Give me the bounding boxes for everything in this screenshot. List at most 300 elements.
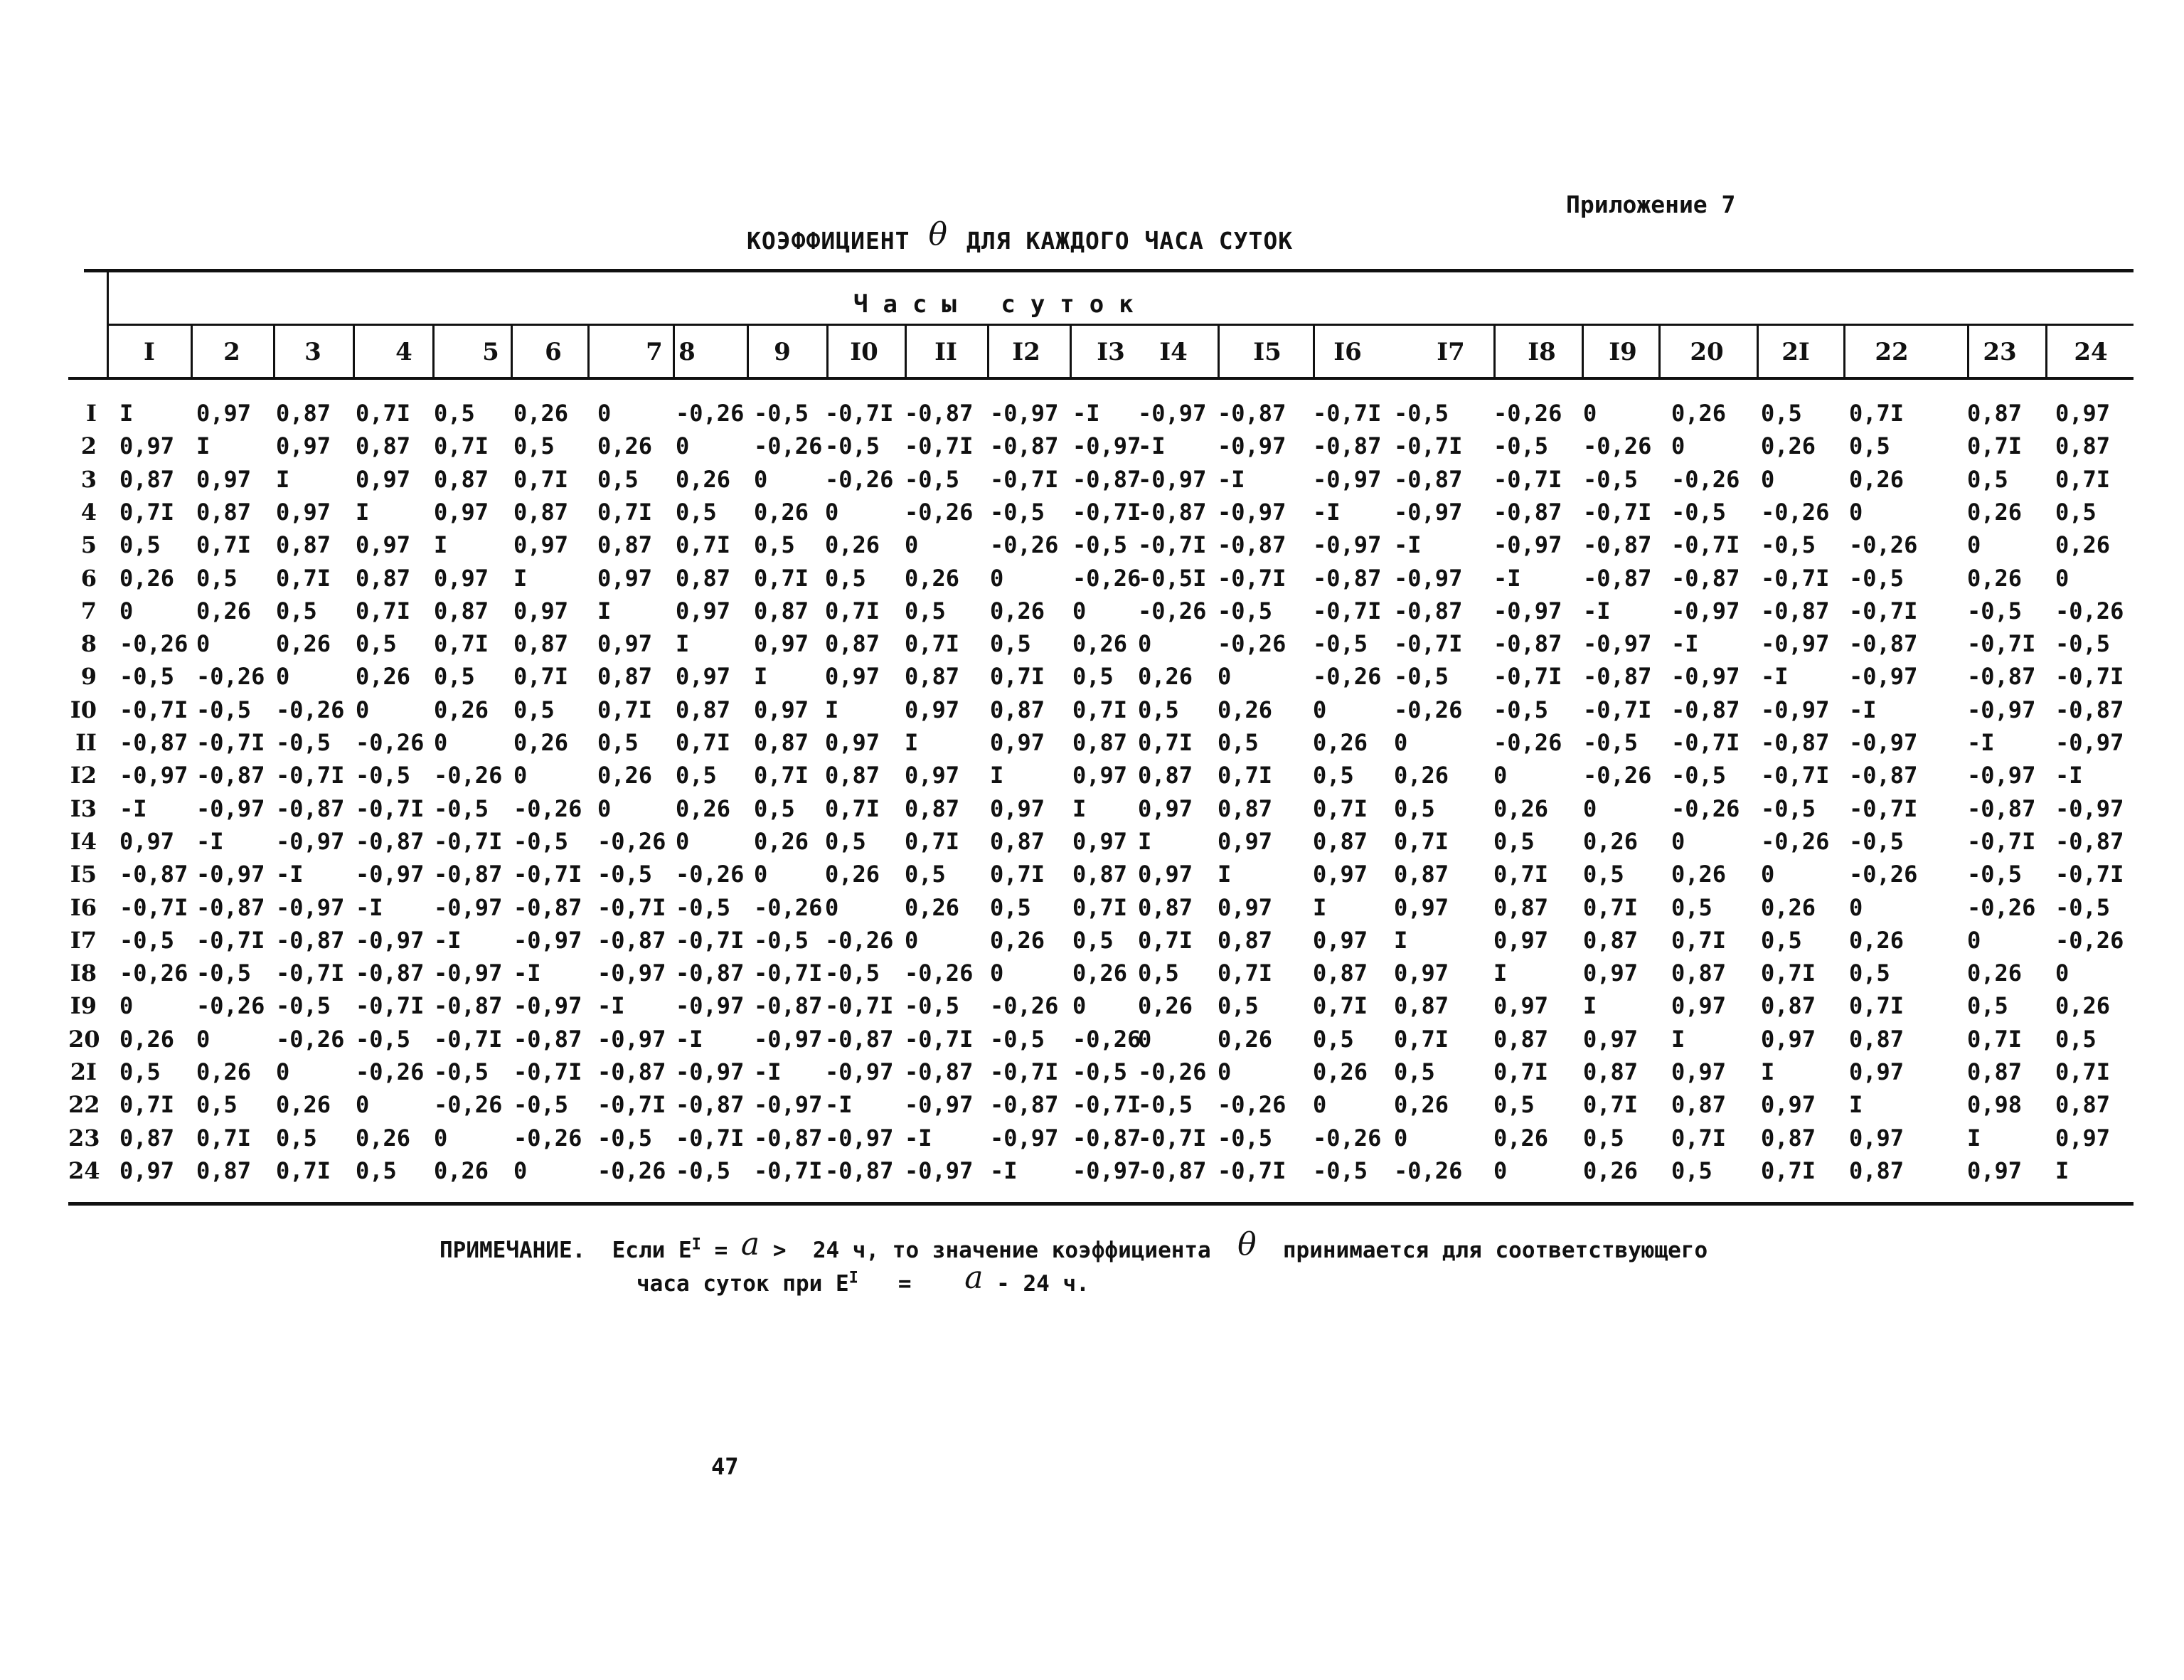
- table-cell: 0,87: [1583, 1058, 1639, 1085]
- column-header: I6: [1333, 338, 1362, 366]
- table-cell: -0,26: [1761, 827, 1830, 855]
- note-hours: 24 ч, то значение коэффициента: [812, 1238, 1211, 1263]
- table-cell: 0,26: [825, 861, 880, 888]
- table-cell: 0,5: [1583, 1124, 1624, 1152]
- table-cell: -0,26: [434, 1091, 503, 1119]
- table-cell: 0,26: [1967, 564, 2023, 592]
- table-cell: 0,87: [1671, 1091, 1727, 1119]
- table-cell: -I: [1218, 465, 1245, 493]
- column-header: I2: [1012, 338, 1040, 366]
- column-divider: [432, 326, 435, 377]
- table-cell: 0,87: [905, 794, 960, 822]
- table-cell: 0,5: [1394, 794, 1435, 822]
- table-cell: 0,5: [905, 861, 946, 888]
- table-cell: 0: [676, 827, 690, 855]
- table-cell: -0,7I: [905, 1025, 974, 1053]
- column-divider: [905, 326, 907, 377]
- row-label: 24: [68, 1157, 100, 1184]
- table-cell: -0,5: [1394, 663, 1449, 691]
- column-divider: [1658, 326, 1661, 377]
- table-cell: -0,87: [1671, 696, 1740, 723]
- table-cell: 0,97: [990, 794, 1045, 822]
- table-cell: 0,5: [1671, 1157, 1712, 1184]
- note-label: ПРИМЕЧАНИЕ.: [440, 1238, 586, 1263]
- table-cell: 0,26: [1218, 696, 1273, 723]
- table-cell: -0,97: [2055, 794, 2124, 822]
- column-divider: [191, 326, 193, 377]
- note-e-sup: I: [691, 1235, 701, 1254]
- table-cell: I: [119, 400, 134, 427]
- table-cell: 0,5: [905, 597, 946, 624]
- table-cell: -0,7I: [1394, 432, 1463, 460]
- table-cell: -0,97: [1967, 762, 2036, 790]
- table-cell: -0,97: [990, 1124, 1059, 1152]
- table-cell: 0,97: [754, 696, 809, 723]
- table-cell: I: [196, 432, 211, 460]
- table-cell: -0,26: [196, 992, 265, 1020]
- table-cell: -0,7I: [119, 696, 188, 723]
- table-cell: -0,5: [513, 1091, 569, 1119]
- table-cell: 0,26: [990, 597, 1045, 624]
- table-cell: 0,5: [1394, 1058, 1435, 1085]
- table-cell: 0: [2055, 959, 2070, 987]
- table-cell: -0,5: [1138, 1091, 1193, 1119]
- table-cell: 0,97: [513, 597, 569, 624]
- table-cell: -I: [1138, 432, 1166, 460]
- table-cell: -0,7I: [276, 959, 345, 987]
- table-cell: 0,97: [825, 729, 880, 756]
- table-cell: 0,5: [1583, 861, 1624, 888]
- table-cell: 0,26: [356, 663, 411, 691]
- table-cell: -0,26: [1671, 794, 1740, 822]
- table-cell: -0,87: [905, 400, 974, 427]
- table-cell: 0: [1218, 663, 1232, 691]
- column-header: I5: [1253, 338, 1282, 366]
- table-cell: 0,26: [1493, 794, 1549, 822]
- table-cell: -0,5: [1313, 1157, 1368, 1184]
- row-label: 4: [80, 498, 97, 526]
- table-cell: -0,26: [905, 959, 974, 987]
- table-cell: 0,7I: [196, 1124, 252, 1152]
- table-cell: -0,87: [1583, 564, 1652, 592]
- table-cell: 0,26: [1671, 861, 1727, 888]
- table-cell: -0,26: [513, 794, 582, 822]
- table-cell: -0,87: [1138, 1157, 1207, 1184]
- table-cell: I: [1583, 992, 1597, 1020]
- table-cell: -0,97: [1138, 465, 1207, 493]
- table-cell: -0,7I: [990, 1058, 1059, 1085]
- table-cell: -0,5: [597, 861, 653, 888]
- table-cell: -0,5: [905, 465, 960, 493]
- table-cell: 0,97: [1313, 926, 1368, 954]
- table-cell: -0,87: [356, 959, 425, 987]
- table-cell: -0,26: [1967, 893, 2036, 921]
- table-cell: 0,5: [434, 663, 475, 691]
- table-cell: -0,97: [1218, 432, 1287, 460]
- column-divider: [1218, 326, 1220, 377]
- table-cell: -0,87: [119, 861, 188, 888]
- table-cell: -0,87: [1849, 762, 1918, 790]
- row-label: 23: [68, 1124, 100, 1152]
- table-cell: -0,5: [276, 729, 331, 756]
- table-cell: 0: [597, 400, 612, 427]
- table-cell: -0,5: [1967, 597, 2023, 624]
- table-cell: 0: [905, 531, 919, 559]
- table-cell: -0,97: [990, 400, 1059, 427]
- table-cell: 0,97: [119, 432, 175, 460]
- table-cell: -0,5: [676, 893, 731, 921]
- table-cell: 0: [1138, 630, 1152, 658]
- table-cell: 0,87: [990, 696, 1045, 723]
- table-cell: -0,7I: [597, 1091, 666, 1119]
- table-cell: 0,26: [1394, 1091, 1449, 1119]
- table-cell: -0,7I: [676, 926, 745, 954]
- table-cell: -0,7I: [1967, 630, 2036, 658]
- table-cell: 0,97: [1849, 1058, 1905, 1085]
- table-cell: I: [513, 564, 528, 592]
- table-cell: -0,5: [356, 762, 411, 790]
- table-cell: -0,7I: [356, 992, 425, 1020]
- table-cell: -0,7I: [825, 400, 894, 427]
- table-cell: -I: [1313, 498, 1341, 526]
- table-cell: 0,26: [513, 729, 569, 756]
- row-label: I2: [70, 762, 97, 790]
- table-cell: 0,87: [1849, 1157, 1905, 1184]
- table-cell: -0,7I: [1761, 564, 1830, 592]
- table-cell: 0,98: [1967, 1091, 2023, 1119]
- table-cell: 0,26: [276, 1091, 331, 1119]
- column-header: 2: [223, 338, 240, 366]
- table-cell: 0,87: [1583, 926, 1639, 954]
- table-cell: -0,5: [1394, 400, 1449, 427]
- table-top-rule: [84, 269, 2134, 272]
- table-cell: 0,26: [676, 794, 731, 822]
- table-cell: -0,97: [356, 926, 425, 954]
- table-cell: 0,26: [356, 1124, 411, 1152]
- table-cell: 0,97: [1493, 992, 1549, 1020]
- table-cell: -0,26: [196, 663, 265, 691]
- table-cell: 0,97: [1583, 959, 1639, 987]
- table-cell: -0,26: [825, 465, 894, 493]
- table-cell: -0,26: [1849, 861, 1918, 888]
- table-cell: -0,5: [1218, 597, 1273, 624]
- table-cell: 0,26: [2055, 992, 2111, 1020]
- table-cell: 0,87: [119, 465, 175, 493]
- table-cell: 0: [196, 630, 211, 658]
- table-cell: 0,7I: [1493, 861, 1549, 888]
- table-cell: 0,7I: [2055, 1058, 2111, 1085]
- table-cell: -0,97: [1967, 696, 2036, 723]
- column-header: 23: [1983, 338, 2017, 366]
- table-cell: -0,26: [597, 1157, 666, 1184]
- table-cell: 0,26: [1493, 1124, 1549, 1152]
- table-cell: 0,87: [1849, 1025, 1905, 1053]
- column-header: 5: [482, 338, 499, 366]
- table-cell: -0,87: [1583, 663, 1652, 691]
- table-cell: -0,87: [1138, 498, 1207, 526]
- column-header: 20: [1690, 338, 1724, 366]
- column-header: 8: [678, 338, 696, 366]
- table-cell: -0,97: [1394, 498, 1463, 526]
- table-cell: -0,97: [754, 1091, 823, 1119]
- table-cell: -0,87: [513, 893, 582, 921]
- table-cell: -0,97: [754, 1025, 823, 1053]
- table-cell: -0,87: [825, 1157, 894, 1184]
- table-cell: -0,7I: [1493, 663, 1562, 691]
- table-cell: -0,5: [2055, 630, 2111, 658]
- table-cell: -0,97: [1394, 564, 1463, 592]
- table-cell: -0,87: [119, 729, 188, 756]
- table-cell: 0,7I: [905, 827, 960, 855]
- table-cell: -0,26: [1313, 663, 1382, 691]
- table-cell: 0,97: [276, 498, 331, 526]
- table-cell: -0,97: [196, 794, 265, 822]
- table-cell: -0,26: [1493, 729, 1562, 756]
- table-cell: -0,26: [825, 926, 894, 954]
- table-cell: I: [276, 465, 290, 493]
- table-cell: 0,7I: [754, 564, 809, 592]
- table-cell: -0,87: [513, 1025, 582, 1053]
- table-cell: -0,87: [676, 959, 745, 987]
- row-label: 5: [80, 531, 97, 559]
- table-cell: 0,26: [1072, 959, 1128, 987]
- table-cell: 0,26: [1313, 1058, 1368, 1085]
- title-right: ДЛЯ КАЖДОГО ЧАСА СУТОК: [966, 227, 1294, 255]
- table-cell: -0,5: [513, 827, 569, 855]
- row-label: I5: [70, 861, 97, 888]
- table-cell: -0,97: [1493, 597, 1562, 624]
- title-left: КОЭФФИЦИЕНТ: [747, 227, 910, 255]
- column-header: I0: [850, 338, 878, 366]
- table-cell: -0,26: [1313, 1124, 1382, 1152]
- table-cell: -0,7I: [1072, 1091, 1141, 1119]
- table-cell: 0,97: [513, 531, 569, 559]
- table-cell: -0,87: [1493, 630, 1562, 658]
- table-cell: 0,7I: [513, 663, 569, 691]
- table-cell: 0: [119, 597, 134, 624]
- table-cell: -I: [356, 893, 383, 921]
- table-cell: 0,97: [1671, 992, 1727, 1020]
- table-cell: -0,26: [434, 762, 503, 790]
- table-cell: I: [1761, 1058, 1775, 1085]
- table-cell: -0,7I: [1218, 1157, 1287, 1184]
- row-label: 20: [68, 1025, 100, 1053]
- table-cell: 0,97: [1394, 959, 1449, 987]
- column-header: 24: [2074, 338, 2108, 366]
- note-a-symbol: a: [740, 1226, 760, 1262]
- table-cell: 0,97: [119, 827, 175, 855]
- table-cell: 0,97: [2055, 400, 2111, 427]
- table-cell: 0,7I: [676, 531, 731, 559]
- table-cell: 0,7I: [597, 696, 653, 723]
- table-cell: -0,87: [434, 861, 503, 888]
- table-cell: 0,5: [513, 696, 555, 723]
- table-cell: 0: [1493, 762, 1508, 790]
- table-cell: I: [825, 696, 839, 723]
- table-cell: -0,26: [2055, 926, 2124, 954]
- table-cell: -0,87: [2055, 696, 2124, 723]
- table-cell: 0,97: [754, 630, 809, 658]
- table-cell: 0,7I: [1072, 893, 1128, 921]
- table-cell: 0,26: [196, 1058, 252, 1085]
- table-cell: -0,87: [1761, 729, 1830, 756]
- table-cell: -0,7I: [676, 1124, 745, 1152]
- table-cell: 0,5: [1218, 992, 1259, 1020]
- table-cell: I: [1218, 861, 1232, 888]
- table-cell: 0,26: [676, 465, 731, 493]
- table-cell: 0,87: [754, 597, 809, 624]
- table-cell: 0: [597, 794, 612, 822]
- table-cell: 0: [1761, 861, 1775, 888]
- table-cell: 0: [1394, 729, 1408, 756]
- table-cell: 0,97: [1138, 861, 1193, 888]
- row-label: 8: [80, 630, 97, 658]
- table-cell: 0: [276, 1058, 290, 1085]
- table-cell: 0,26: [825, 531, 880, 559]
- table-cell: -0,5: [1583, 465, 1639, 493]
- table-cell: -0,5: [276, 992, 331, 1020]
- column-divider: [987, 326, 989, 377]
- table-cell: -I: [196, 827, 224, 855]
- table-cell: 0,5: [676, 762, 717, 790]
- table-cell: -0,7I: [434, 827, 503, 855]
- table-cell: 0: [754, 465, 768, 493]
- table-cell: -0,87: [276, 794, 345, 822]
- table-cell: 0,7I: [196, 531, 252, 559]
- table-cell: -0,87: [1218, 400, 1287, 427]
- table-cell: 0,5: [1493, 1091, 1535, 1119]
- table-cell: -0,26: [1671, 465, 1740, 493]
- column-divider: [1967, 326, 1969, 377]
- table-cell: 0,97: [1072, 827, 1128, 855]
- table-cell: -0,7I: [513, 861, 582, 888]
- column-header: I9: [1609, 338, 1637, 366]
- table-cell: 0,87: [276, 531, 331, 559]
- table-cell: -0,5: [1583, 729, 1639, 756]
- table-cell: 0,5: [119, 531, 161, 559]
- table-cell: -0,97: [196, 861, 265, 888]
- table-cell: -0,87: [905, 1058, 974, 1085]
- table-cell: 0,97: [1218, 827, 1273, 855]
- row-label: 2: [80, 432, 97, 460]
- table-cell: -0,97: [905, 1091, 974, 1119]
- row-label: I9: [70, 992, 97, 1020]
- table-cell: 0,5: [1761, 926, 1802, 954]
- row-label: I0: [70, 696, 97, 723]
- table-cell: -0,87: [1218, 531, 1287, 559]
- table-cell: 0,97: [1072, 762, 1128, 790]
- table-cell: 0,87: [1218, 926, 1273, 954]
- table-cell: -0,26: [356, 729, 425, 756]
- table-cell: -0,7I: [1493, 465, 1562, 493]
- table-cell: -I: [597, 992, 625, 1020]
- table-cell: -0,87: [1493, 498, 1562, 526]
- table-cell: 0,5: [754, 531, 795, 559]
- table-cell: 0,5: [196, 1091, 238, 1119]
- table-cell: 0,87: [676, 696, 731, 723]
- column-divider: [1070, 326, 1072, 377]
- table-cell: -0,5: [434, 794, 489, 822]
- table-cell: -0,5: [1849, 827, 1905, 855]
- table-cell: 0: [1072, 992, 1087, 1020]
- table-cell: 0: [754, 861, 768, 888]
- column-header: II: [934, 338, 957, 366]
- column-header: I4: [1159, 338, 1188, 366]
- table-cell: 0,5: [1761, 400, 1802, 427]
- table-cell: -0,5I: [1138, 564, 1207, 592]
- table-cell: -0,26: [1138, 1058, 1207, 1085]
- table-cell: I: [1671, 1025, 1685, 1053]
- table-cell: 0,97: [825, 663, 880, 691]
- table-cell: -0,5: [1761, 794, 1816, 822]
- table-cell: -0,5: [2055, 893, 2111, 921]
- table-cell: -0,87: [754, 1124, 823, 1152]
- table-cell: 0,97: [356, 531, 411, 559]
- table-cell: -0,97: [1671, 597, 1740, 624]
- table-cell: 0,7I: [119, 1091, 175, 1119]
- row-label: 3: [80, 465, 97, 493]
- table-cell: -0,7I: [1849, 794, 1918, 822]
- column-header: I: [144, 338, 155, 366]
- table-cell: 0,87: [1761, 1124, 1816, 1152]
- row-label: 22: [68, 1091, 100, 1119]
- row-label: I6: [70, 893, 97, 921]
- table-cell: -I: [1671, 630, 1699, 658]
- table-cell: -0,5: [754, 926, 809, 954]
- table-cell: I: [597, 597, 612, 624]
- table-cell: 0,5: [1967, 992, 2008, 1020]
- table-cell: 0,97: [1761, 1091, 1816, 1119]
- table-cell: 0,97: [196, 465, 252, 493]
- table-cell: 0,97: [276, 432, 331, 460]
- table-bottom-rule: [68, 1202, 2134, 1206]
- table-cell: 0: [825, 893, 839, 921]
- table-cell: 0,7I: [1218, 959, 1273, 987]
- table-cell: 0,87: [434, 465, 489, 493]
- table-cell: 0,7I: [276, 1157, 331, 1184]
- table-cell: I: [1313, 893, 1327, 921]
- table-cell: 0: [1583, 400, 1597, 427]
- table-cell: -0,7I: [276, 762, 345, 790]
- table-cell: -0,97: [1761, 696, 1830, 723]
- table-cell: -0,5: [356, 1025, 411, 1053]
- table-cell: 0,87: [2055, 1091, 2111, 1119]
- row-label: 7: [80, 597, 97, 624]
- column-header: 3: [304, 338, 321, 366]
- note-theta-symbol: θ: [1237, 1226, 1257, 1262]
- table-cell: -0,5: [1493, 432, 1549, 460]
- table-cell: 0,5: [1313, 762, 1354, 790]
- table-cell: 0,26: [119, 1025, 175, 1053]
- table-cell: I: [754, 663, 768, 691]
- table-cell: -0,7I: [196, 729, 265, 756]
- table-cell: 0: [990, 564, 1004, 592]
- table-cell: -I: [754, 1058, 782, 1085]
- row-label: I: [86, 400, 97, 427]
- row-label: I8: [70, 959, 97, 987]
- table-cell: 0,26: [905, 564, 960, 592]
- table-cell: -0,87: [676, 1091, 745, 1119]
- column-header: I8: [1528, 338, 1556, 366]
- table-cell: 0,5: [1967, 465, 2008, 493]
- column-header: 2I: [1781, 338, 1810, 366]
- table-cell: 0: [356, 696, 370, 723]
- table-cell: 0,87: [1313, 827, 1368, 855]
- table-cell: -0,7I: [754, 959, 823, 987]
- table-cell: 0,87: [196, 498, 252, 526]
- hours-group-header: Часы суток: [853, 290, 1149, 319]
- table-cell: 0,5: [513, 432, 555, 460]
